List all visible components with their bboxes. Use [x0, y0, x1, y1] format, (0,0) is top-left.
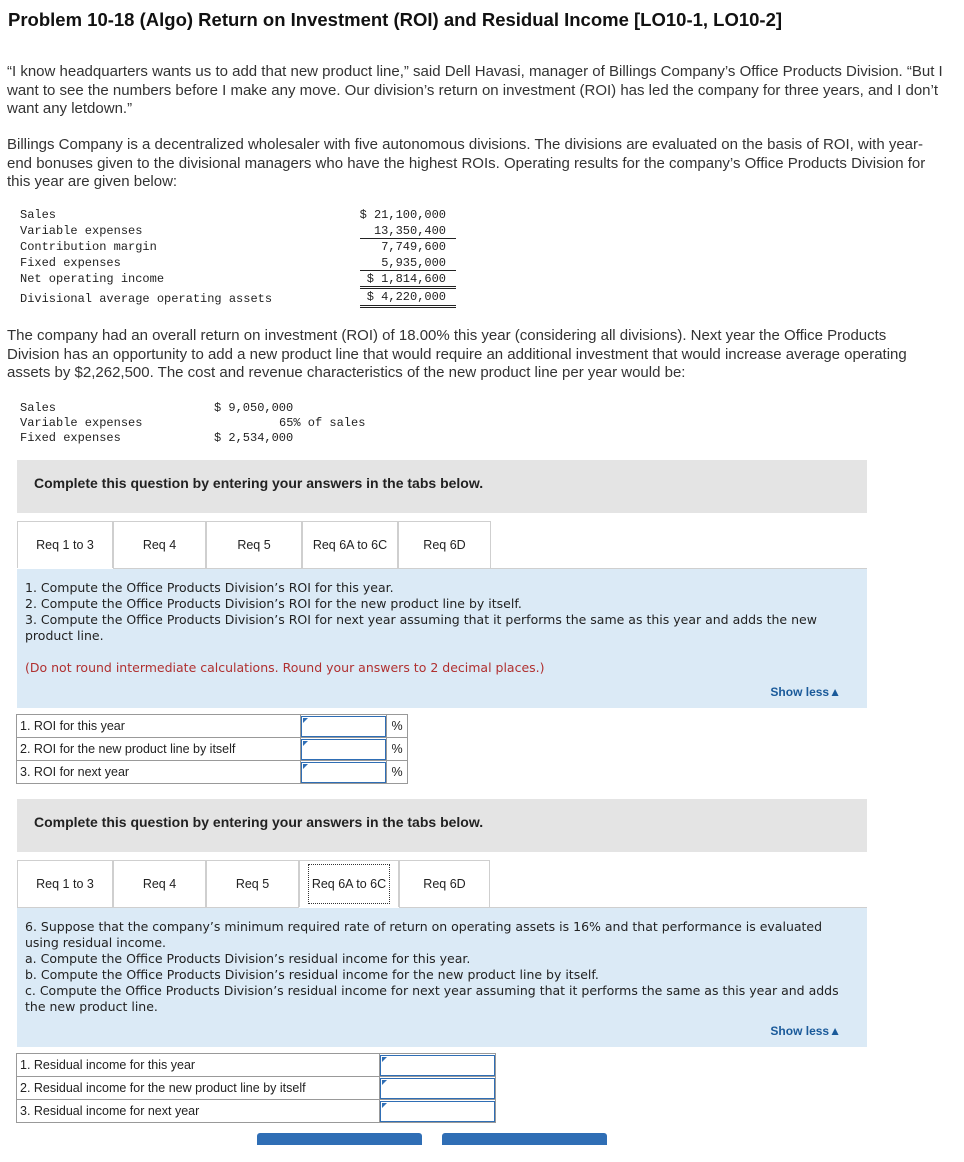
- tab-req-6a-6c[interactable]: [299, 860, 399, 907]
- op-value-noi: $ 1,814,600: [366, 272, 446, 286]
- op-label-contribution: Contribution margin: [20, 240, 157, 254]
- row-label: 1. Residual income for this year: [17, 1054, 380, 1077]
- table-row: [17, 738, 408, 761]
- instruction-text: Complete this question by entering your answers in the tabs below.: [34, 814, 484, 830]
- row-label: 1. ROI for this year: [17, 715, 301, 738]
- question-3: 3. Compute the Office Products Division’s ROI for next year assuming that it performs the same as this year and adds the new product line.: [25, 612, 817, 643]
- tab-label: Req 1 to 3: [36, 877, 94, 891]
- op-value-variable: 13,350,400: [373, 224, 446, 238]
- tab-label: Req 5: [235, 877, 270, 891]
- ri-next-year-input[interactable]: [380, 1101, 495, 1122]
- op-value-contribution: 7,749,600: [381, 240, 446, 254]
- tab-req-1-3[interactable]: [17, 860, 113, 907]
- question-2: 2. Compute the Office Products Division’s ROI for the new product line by itself.: [25, 596, 522, 611]
- prev-button[interactable]: [257, 1133, 422, 1145]
- op-value-fixed: 5,935,000: [381, 256, 446, 270]
- divider: [360, 288, 456, 289]
- question-6b: b. Compute the Office Products Division’s residual income for the new product line by itself.: [25, 967, 599, 982]
- answer-cell: [301, 715, 387, 738]
- answer-cell: [380, 1054, 496, 1077]
- operating-results-table: [20, 208, 460, 308]
- divider: [360, 270, 456, 271]
- show-less-link[interactable]: Show less▲: [770, 1024, 841, 1038]
- op-value-assets: $ 4,220,000: [366, 290, 446, 304]
- tab-label: Req 4: [142, 877, 177, 891]
- new-line-table: [20, 401, 390, 447]
- intro-company: Billings Company is a decentralized wholesaler with five autonomous divisions. The divisions are evaluated on the basis of ROI, with year-end bonuses given to the divisional managers who have the highest ROIs. Operating results for the company’s Office Products Division for this year are given below:: [7, 136, 926, 190]
- tab-label: Req 6D: [423, 538, 466, 552]
- ri-new-line-input[interactable]: [380, 1078, 495, 1099]
- op-label-sales: Sales: [20, 208, 57, 222]
- rounding-note: (Do not round intermediate calculations. Round your answers to 2 decimal places.): [25, 660, 545, 675]
- show-less-link[interactable]: Show less▲: [770, 685, 841, 699]
- answer-cell: [301, 738, 387, 761]
- tab-req-1-3[interactable]: [17, 521, 113, 568]
- tab-label: Req 6A to 6C: [312, 538, 388, 552]
- table-row: [17, 1077, 496, 1100]
- overall-text: The company had an overall return on investment (ROI) of 18.00% this year (considering all divisions). Next year the Office Products Division has an opportunity to add a new product line that would require an additional investment that would increase average operating assets by $2,262,500. The cost and revenue characteristics of the new product line per year would be:: [7, 327, 907, 381]
- table-row: [17, 715, 408, 738]
- tab-label: Req 1 to 3: [36, 538, 94, 552]
- tab-label: Req 5: [237, 538, 271, 552]
- op-label-assets: Divisional average operating assets: [20, 292, 273, 306]
- question-6a: a. Compute the Office Products Division’s residual income for this year.: [25, 951, 471, 966]
- divider: [360, 286, 456, 287]
- divider: [360, 238, 456, 239]
- question-1: 1. Compute the Office Products Division’s ROI for this year.: [25, 580, 394, 595]
- percent-unit: %: [387, 738, 408, 761]
- ri-this-year-input[interactable]: [380, 1055, 495, 1076]
- op-label-variable: Variable expenses: [20, 224, 143, 238]
- row-label: 2. ROI for the new product line by itself: [17, 738, 301, 761]
- op-value-sales: $ 21,100,000: [359, 208, 446, 222]
- answer-cell: [380, 1077, 496, 1100]
- roi-next-year-input[interactable]: [301, 762, 386, 783]
- row-label: 2. Residual income for the new product line by itself: [17, 1077, 380, 1100]
- divider: [360, 307, 456, 308]
- nl-value-fixed: $ 2,534,000: [214, 431, 294, 445]
- tab-req-6d[interactable]: [398, 521, 491, 568]
- roi-this-year-input[interactable]: [301, 716, 386, 737]
- row-label: 3. ROI for next year: [17, 761, 301, 784]
- tab-label: Req 6A to 6C: [308, 864, 390, 904]
- table-row: [17, 761, 408, 784]
- tab-label: Req 4: [142, 538, 177, 552]
- question-6: 6. Suppose that the company’s minimum required rate of return on operating assets is 16% and that performance is evaluated using residual income.: [25, 919, 823, 950]
- tab-req-4[interactable]: [113, 860, 206, 907]
- residual-income-table: [16, 1053, 496, 1123]
- op-label-fixed: Fixed expenses: [20, 256, 121, 270]
- nl-label-fixed: Fixed expenses: [20, 431, 121, 445]
- page-title: Problem 10-18 (Algo) Return on Investment (ROI) and Residual Income [LO10-1, LO10-2]: [8, 9, 783, 30]
- instruction-bar: [17, 799, 867, 852]
- question-panel-2: [17, 908, 867, 1047]
- tab-req-5[interactable]: [206, 860, 299, 907]
- tab-req-5[interactable]: [206, 521, 302, 568]
- answer-cell: [301, 761, 387, 784]
- instruction-text: Complete this question by entering your answers in the tabs below.: [34, 475, 484, 491]
- nl-value-variable: 65% of sales: [279, 416, 366, 430]
- tab-req-6d[interactable]: [399, 860, 490, 907]
- next-button[interactable]: [442, 1133, 607, 1145]
- table-row: [17, 1054, 496, 1077]
- percent-unit: %: [387, 715, 408, 738]
- row-label: 3. Residual income for next year: [17, 1100, 380, 1123]
- roi-answer-table: [16, 714, 408, 784]
- question-panel-1: [17, 569, 867, 708]
- answer-cell: [380, 1100, 496, 1123]
- nl-label-variable: Variable expenses: [20, 416, 143, 430]
- tab-req-6a-6c[interactable]: [302, 521, 398, 568]
- tab-req-4[interactable]: [113, 521, 206, 568]
- question-6c: c. Compute the Office Products Division’s residual income for next year assuming that it performs the same as this year and adds the new product line.: [25, 983, 839, 1014]
- roi-new-line-input[interactable]: [301, 739, 386, 760]
- percent-unit: %: [387, 761, 408, 784]
- tab-label: Req 6D: [423, 877, 466, 891]
- nl-label-sales: Sales: [20, 401, 57, 415]
- table-row: [17, 1100, 496, 1123]
- op-label-noi: Net operating income: [20, 272, 165, 286]
- nl-value-sales: $ 9,050,000: [214, 401, 294, 415]
- instruction-bar: [17, 460, 867, 513]
- intro-quote: “I know headquarters wants us to add that new product line,” said Dell Havasi, manager of Billings Company’s Office Products Division. “But I want to see the numbers before I make any move. Our division’s return on investment (ROI) has led the company for three years, and I don’t want any letdown.”: [7, 63, 943, 117]
- divider: [360, 305, 456, 306]
